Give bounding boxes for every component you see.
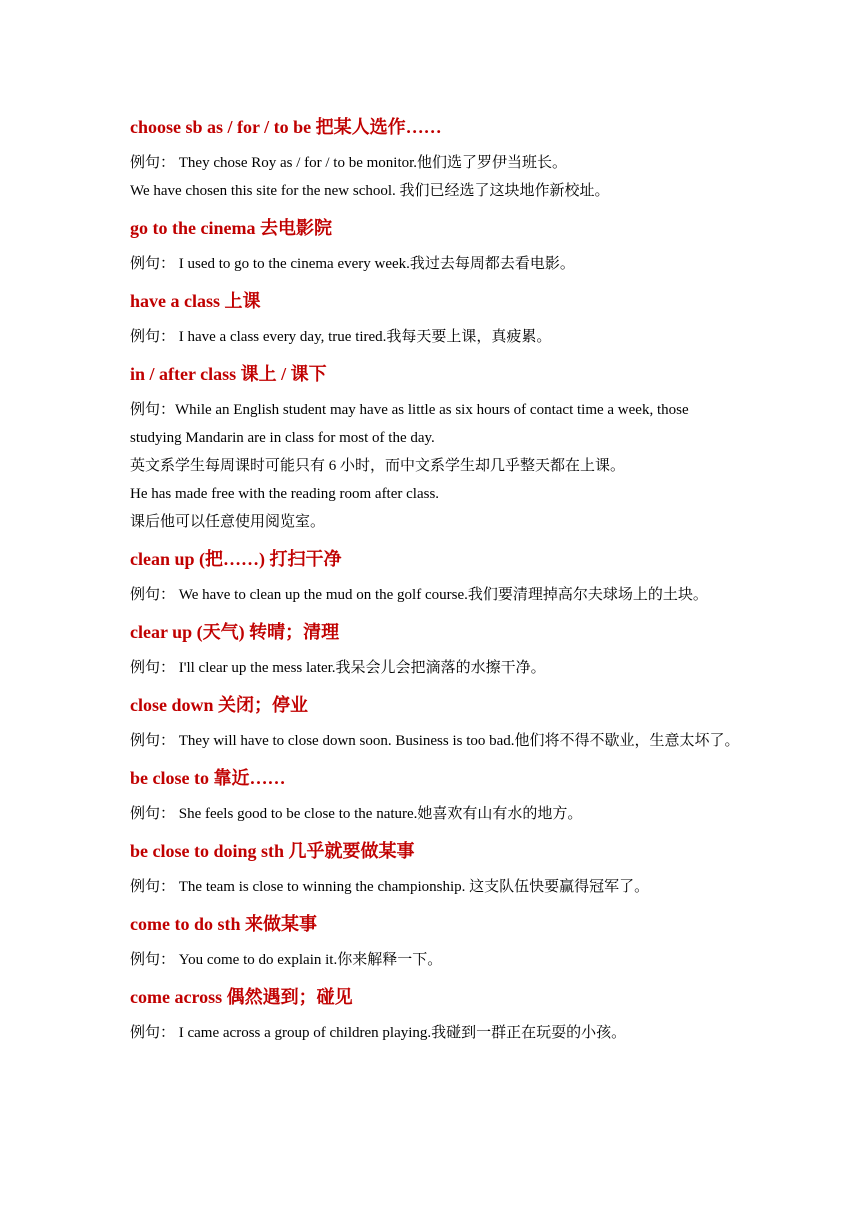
phrase-heading: go to the cinema 去电影院	[130, 218, 332, 238]
example-sentence: 例句： She feels good to be close to the nature.她喜欢有山有水的地方。	[130, 806, 583, 822]
entry-in-after-class	[130, 360, 740, 536]
phrase-heading: come across 偶然遇到；碰见	[130, 987, 353, 1007]
example-sentence: 例句： I came across a group of children playing.我碰到一群正在玩耍的小孩。	[130, 1025, 627, 1041]
entry-be-close-to	[130, 764, 740, 828]
phrase-heading: clear up (天气) 转晴；清理	[130, 622, 340, 642]
entry-come-to-do	[130, 910, 740, 974]
example-sentence: We have chosen this site for the new school. 我们已经选了这块地作新校址。	[130, 183, 610, 199]
example-sentence: 例句： You come to do explain it.你来解释一下。	[130, 952, 443, 968]
phrase-heading: have a class 上课	[130, 291, 261, 311]
entry-come-across	[130, 983, 740, 1047]
phrase-heading: be close to 靠近……	[130, 768, 286, 788]
phrase-heading: close down 关闭；停业	[130, 695, 309, 715]
example-sentence: 例句： The team is close to winning the championship. 这支队伍快要赢得冠军了。	[130, 879, 650, 895]
example-sentence: 例句：While an English student may have as little as six hours of contact time a week, those studying Mandarin are in class for most of the day.	[130, 402, 689, 446]
entry-have-a-class	[130, 287, 740, 351]
example-sentence: 例句： They chose Roy as / for / to be monitor.他们选了罗伊当班长。	[130, 155, 568, 171]
phrase-heading: in / after class 课上 / 课下	[130, 364, 327, 384]
document-page	[130, 113, 740, 1047]
phrase-heading: come to do sth 来做某事	[130, 914, 317, 934]
entry-go-to-the-cinema	[130, 214, 740, 278]
entry-close-down	[130, 691, 740, 755]
example-sentence: 例句： They will have to close down soon. Business is too bad.他们将不得不歇业，生意太坏了。	[130, 733, 740, 749]
example-sentence: 例句： I used to go to the cinema every week.我过去每周都去看电影。	[130, 256, 575, 272]
entry-choose-sb-as	[130, 113, 740, 205]
example-sentence: 例句： I'll clear up the mess later.我呆会儿会把滴落的水擦干净。	[130, 660, 546, 676]
example-sentence: He has made free with the reading room after class.	[130, 486, 440, 502]
example-translation: 课后他可以任意使用阅览室。	[130, 514, 326, 530]
entry-clean-up	[130, 545, 740, 609]
phrase-heading: be close to doing sth 几乎就要做某事	[130, 841, 415, 861]
example-sentence: 例句： I have a class every day, true tired.我每天要上课，真疲累。	[130, 329, 552, 345]
phrase-heading: clean up (把……) 打扫干净	[130, 549, 342, 569]
example-sentence: 例句： We have to clean up the mud on the golf course.我们要清理掉高尔夫球场上的土块。	[130, 587, 708, 603]
example-translation: 英文系学生每周课时可能只有 6 小时，而中文系学生却几乎整天都在上课。	[130, 458, 626, 474]
entry-be-close-to-doing	[130, 837, 740, 901]
phrase-heading: choose sb as / for / to be 把某人选作……	[130, 117, 442, 137]
entry-clear-up	[130, 618, 740, 682]
